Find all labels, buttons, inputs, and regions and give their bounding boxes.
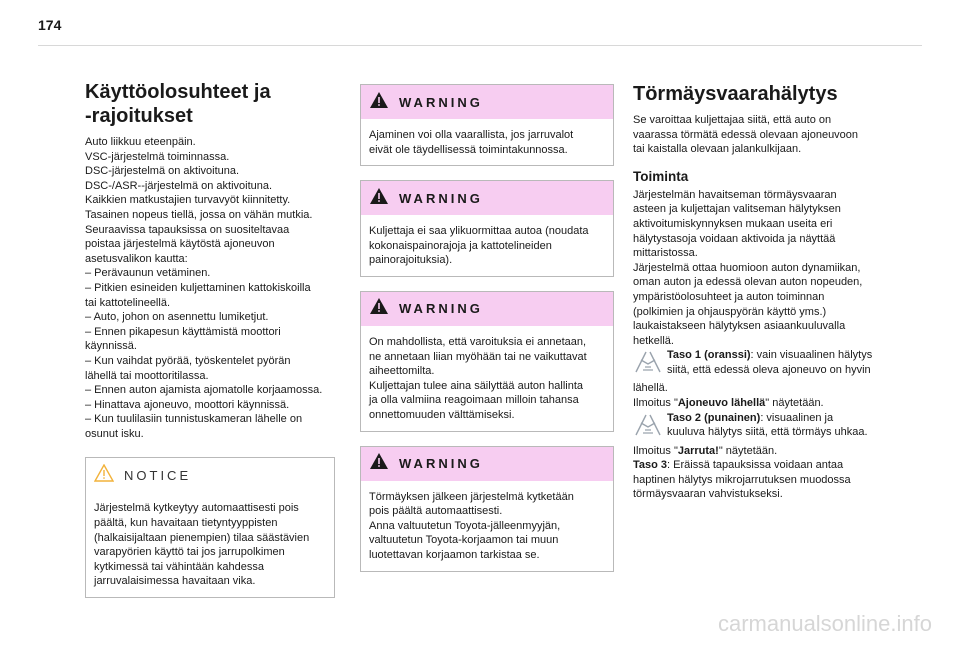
warning-header [361,181,613,215]
level-2-message-text: Jarruta! [677,444,719,457]
message-suffix: " näytetään. [718,444,778,457]
message-suffix: " näytetään. [765,396,824,409]
level-2-message [633,444,883,459]
message-prefix: Ilmoitus " [633,444,678,457]
level-2-text: : visuaalinen ja [760,411,834,424]
warning-box [360,84,614,166]
warning-title: WARNING [399,301,483,317]
level-1-label: Taso 1 (oranssi) [667,349,751,362]
warning-title: WARNING [399,190,483,206]
collision-intro: Se varoittaa kuljettajaa siitä, että auto on vaarassa törmätä edessä olevaan ajoneuvoon tai kaistalla olevaan jalankulkijaan. [633,114,859,156]
warning-header [361,85,613,119]
warning-triangle-icon [369,187,389,210]
level-3-label: Taso 3 [633,459,668,472]
warning-triangle-icon [369,297,389,320]
level-1-message [633,396,883,411]
level-1-item [633,348,883,381]
left-column [85,60,335,612]
warning-body: Kuljettaja ei saa ylikuormittaa autoa (noudata kokonaispainorajoja ja kattotelineiden painorajoituksia). [369,225,589,267]
level-1-continued: lähellä. [633,382,668,395]
section-title-conditions: Käyttöolosuhteet ja -rajoitukset [85,81,271,127]
header-divider [38,45,922,46]
notice-body: Järjestelmä kytkeytyy automaattisesti pois päältä, kun havaitaan tietyntyyppisten (halkaisijaltaan pienempien) tilaa säästävien varapyörien käyttö tai jos jarrupolkimen kytkimessä tai vähintään kahdessa jarruvalaisimessa havaitaan vika. [94,502,310,588]
level-2-item [633,411,883,444]
notice-triangle-icon [94,464,114,487]
warning-triangle-icon [369,452,389,475]
level-2-text-2: kuuluva hälytys siitä, että törmäys uhkaa. [667,426,868,439]
right-column [633,60,883,502]
warning-title: WARNING [399,456,483,472]
level-1-text-2: siitä, että edessä oleva ajoneuvo on hyvin [667,363,871,376]
warning-box [360,180,614,277]
warning-body: On mahdollista, että varoituksia ei annetaan, ne annetaan liian myöhään tai ne vaikuttavat aiheettomilta. Kuljettajan tulee aina säilyttää auton hallinta ja olla valmiina reagoimaan milloin tahansa onnettomuuden välttämiseksi. [369,335,587,421]
warning-body: Törmäyksen jälkeen järjestelmä kytketään pois päältä automaattisesti. Anna valtuutetun Toyota-jälleenmyyjän, valtuutetun Toyota-korjaamon tai muun luotettavan korjaamon tarkistaa se. [369,490,574,561]
warning-triangle-icon [369,91,389,114]
watermark: carmanualsonline.info [717,611,932,636]
level-2-label: Taso 2 (punainen) [667,411,761,424]
page-number: 174 [38,17,62,33]
level-3-text: : Eräissä tapauksissa voidaan antaa haptinen hälytys mikrojarrutuksen muodossa törmäysvaaran vahvistukseksi. [633,459,851,501]
operation-body: Järjestelmän havaitseman törmäysvaaran asteen ja kuljettajan valitseman hälytyksen aktivoitumiskynnyksen mukaan useita eri hälytystasoja voidaan aktivoida ja näyttää mittaristossa. Järjestelmä ottaa huomioon auton dynamiikan, oman auton ja edessä olevan auton nopeuden, ympäristöolosuhteet ja auton toiminnan (polkimien ja ohjauspyörän käyttö yms.) laukaistakseen hälytyksen asiaankuuluvalla hetkellä. [633,188,863,347]
collision-alert-icon [633,411,667,444]
notice-box [85,457,335,598]
notice-title: NOTICE [124,467,192,483]
level-1-message-text: Ajoneuvo lähellä [677,396,766,409]
collision-alert-icon [633,348,667,381]
level-1-text: : vain visuaalinen hälytys [750,349,873,362]
subsection-title-operation: Toiminta [633,168,689,184]
level-3-item [633,458,883,502]
warning-body: Ajaminen voi olla vaarallista, jos jarruvalot eivät ole täydellisessä toimintakunnossa. [369,129,574,156]
warning-header [361,447,613,481]
warning-box [360,446,614,572]
conditions-body: Auto liikkuu eteenpäin. VSC-järjestelmä toiminnassa. DSC-järjestelmä on aktivoituna. DSC-/ASR--järjestelmä on aktivoituna. Kaikkien matkustajien turvavyöt kiinnitetty. Tasainen nopeus tiellä, jossa on vähän mutkia. Seuraavissa tapauksissa on suositeltavaa poistaa järjestelmä käytöstä ajoneuvon asetusvalikon kautta: – Perävaunun vetäminen. – Pitkien esineiden kuljettaminen kattokiskoilla tai kattotelineellä. – Auto, johon on asennettu lumiketjut. – Ennen pikapesun käyttämistä moottori käynnissä. – Kun vaihdat pyörää, työskentelet pyörän lähellä tai moottoritilassa. – Ennen auton ajamista ajomatolle korjaamossa. – Hinattava ajoneuvo, moottori käynnissä. – Kun tuulilasiin tunnistuskameran lähelle on osunut isku. [85,136,323,440]
section-title-collision-warning: Törmäysvaarahälytys [633,83,838,105]
notice-header [86,458,334,492]
warning-title: WARNING [399,94,483,110]
middle-column [360,84,614,586]
message-prefix: Ilmoitus " [633,396,678,409]
warning-box [360,291,614,432]
warning-header [361,292,613,326]
